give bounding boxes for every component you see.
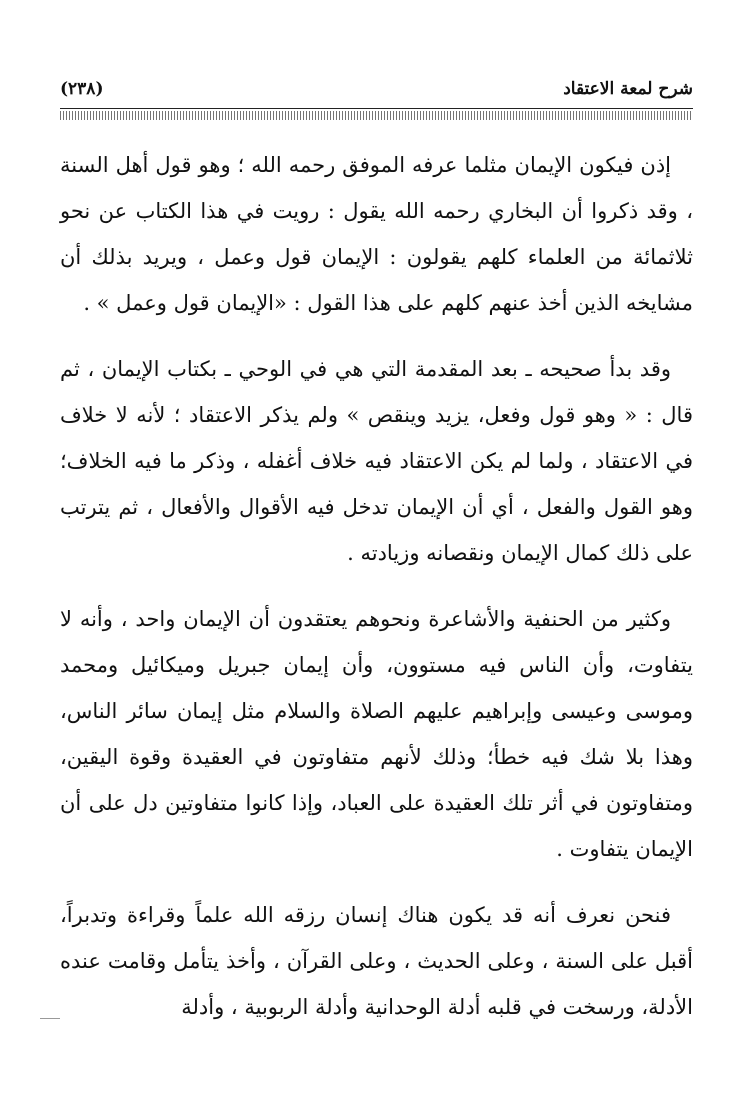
book-title: شرح لمعة الاعتقاد xyxy=(563,79,693,99)
paragraph-2: وقد بدأ صحيحه ـ بعد المقدمة التي هي في الوحي ـ بكتاب الإيمان ، ثم قال : « وهو قول وفعل، يزيد وينقص » ولم يذكر الاعتقاد ؛ لأنه لا خلاف في الاعتقاد ، ولما لم يكن الاعتقاد فيه خلاف أغفله ، وذكر ما فيه الخلاف؛ وهو القول والفعل ، أي أن الإيمان تدخل فيه الأقوال والأفعال ، ثم يترتب على ذلك كمال الإيمان ونقصانه وزيادته . xyxy=(60,357,693,565)
running-head xyxy=(60,76,693,102)
paragraph-3: وكثير من الحنفية والأشاعرة ونحوهم يعتقدون أن الإيمان واحد ، وأنه لا يتفاوت، وأن الناس فيه مستوون، وأن إيمان جبريل وميكائيل ومحمد وموسى وعيسى وإبراهيم عليهم الصلاة والسلام مثل إيمان سائر الناس، وهذا بلا شك فيه خطأ؛ وذلك لأنهم متفاوتون في العقيدة وقوة اليقين، ومتفاوتون في أثر تلك العقيدة على العباد، وإذا كانوا متفاوتين دل على أن الإيمان يتفاوت . xyxy=(60,607,693,861)
page-number: (٢٣٨) xyxy=(60,79,104,99)
margin-mark xyxy=(40,1018,60,1019)
paragraph-4: فنحن نعرف أنه قد يكون هناك إنسان رزقه الله علماً وقراءة وتدبراً، أقبل على السنة ، وعلى الحديث ، وعلى القرآن ، وأخذ يتأمل وقامت عنده الأدلة، ورسخت في قلبه أدلة الوحدانية وأدلة الربوبية ، وأدلة xyxy=(60,903,693,1019)
header-rule xyxy=(60,108,693,109)
header-hatched-rule xyxy=(60,111,693,120)
paragraph-1: إذن فيكون الإيمان مثلما عرفه الموفق رحمه الله ؛ وهو قول أهل السنة ، وقد ذكروا أن البخاري رحمه الله يقول : رويت في هذا الكتاب عن نحو ثلاثمائة من العلماء كلهم يقولون : الإيمان قول وعمل ، ويريد بذلك أن مشايخه الذين أخذ عنهم كلهم على هذا القول : «الإيمان قول وعمل » . xyxy=(60,153,693,315)
body-text xyxy=(60,142,693,1030)
